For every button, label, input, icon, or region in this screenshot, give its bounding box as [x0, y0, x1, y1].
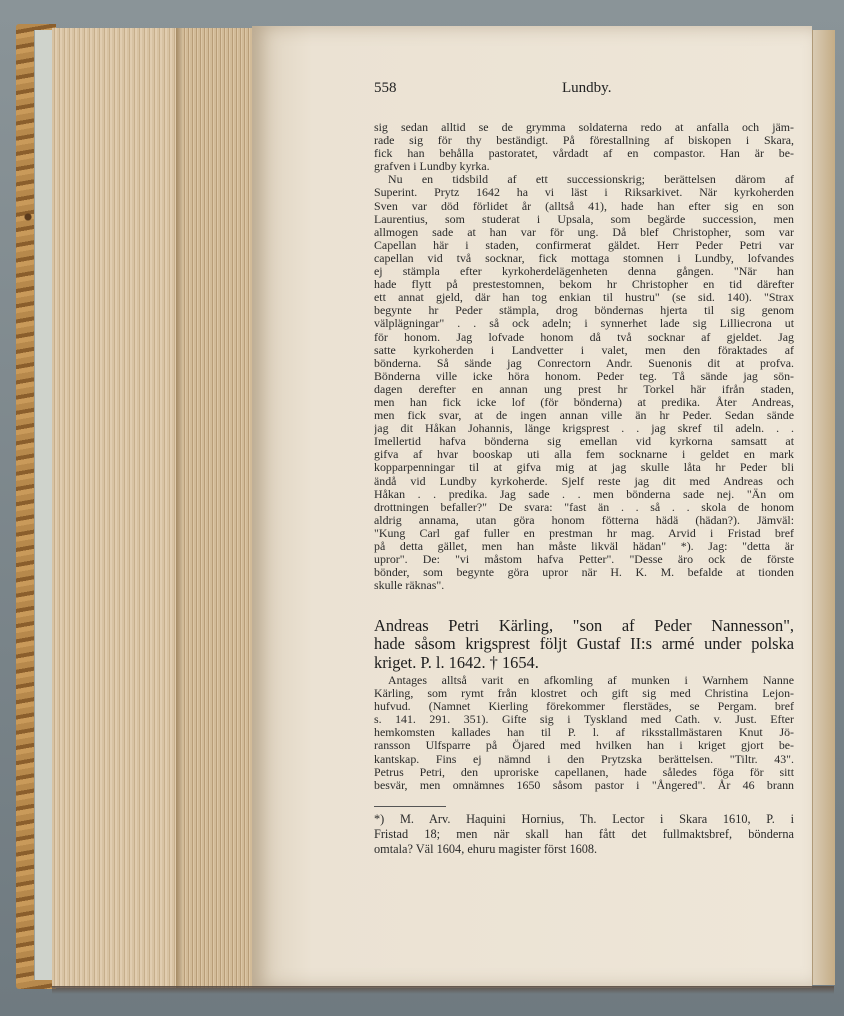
text-line: men han fick icke lof (för bönderna) at predika. Åter Andreas, — [374, 395, 794, 409]
footnote-line: Fristad 18; men när skall han fått det fullmaktsbref, bönderna — [374, 826, 794, 841]
text-line: Kärling, som rymt från klostret och gift sig med Christina Lejon- — [374, 687, 794, 701]
text-line: hemkomsten kallades han til P. l. af riksstallmästaren Knut Jö- — [374, 726, 794, 740]
book-bottom-shadow — [52, 986, 834, 994]
text-line: Sven var död förlidet år (alltså 41), hade han efter sig en son — [374, 199, 794, 213]
text-line: grafven i Lundby kyrka. — [374, 160, 490, 174]
text-line: gifva af hvar booskap uti alla fem socknarne i geldet en mark — [374, 448, 794, 462]
heading-line: kriget. P. l. 1642. † 1654. — [374, 653, 539, 672]
text-line: s. 141. 291. 351). Gifte sig i Tyskland med Cath. v. Just. Efter — [374, 713, 794, 727]
text-line: men fick svar, at de ingen annan ville än hr Peder. Sedan sände — [374, 409, 794, 423]
text-line: Capellan här i staden, confirmerat gäldet. Herr Peder Petri var — [374, 238, 794, 252]
text-line: Antages alltså varit en afkomling af munken i Warnhem Nanne — [388, 674, 794, 687]
text-line: bönder, som begynte göra upror när H. K. M. befalde at tionden — [374, 566, 794, 580]
text-line: drottningen befaller?" De svara: "fast än . . så . . skola de honom — [374, 500, 794, 514]
text-line: ett annat gjeld, där han tog enkian til hustru" (se sid. 140). "Strax — [374, 291, 794, 305]
text-line: Nu en tidsbild af ett successionskrig; berättelsen därom af — [388, 173, 794, 187]
text-line: rade sig för thy beständigt. På förestallning af biskopen i Skara, — [374, 134, 794, 148]
footnote-rule — [374, 806, 446, 807]
text-line: Håkan . . predika. Jag sade . . men bönderna sade nej. "Än om — [374, 487, 794, 501]
heading-line: hade såsom krigsprest följt Gustaf II:s armé under polska — [374, 635, 794, 654]
text-line: Imellertid hafva bönderna sig emellan vid kyrkorna samsatt at — [374, 435, 794, 449]
text-line: capellan vid två socknar, fick mottaga stomnen i Lundby, lofvandes — [374, 251, 794, 265]
text-line: skulle räknas". — [374, 579, 445, 593]
text-line: dagen derefter en annan ung prest hr Torkel här ifrån staden, — [374, 382, 794, 396]
text-line: välplägningar" . . så ock adeln; i synnerhet lade sig Lilliecrona ut — [374, 317, 794, 331]
text-line: allmogen sade at han var för ung. Då blef Christopher, som var — [374, 225, 794, 239]
text-line: begynte hr Peder stämpla, drog böndernas hjerta til sig genom — [374, 304, 794, 318]
text-line: på detta gället, men han måste likväl hädan" *). Jag: "detta är — [374, 540, 794, 553]
text-line: jag dit Håkan Johannis, länge krigsprest . . jag skref til adeln. . . — [374, 422, 794, 436]
text-line: upror". De: "vi måstom hafva Petter". "Desse äro ock de förste — [374, 553, 794, 567]
heading-line: Andreas Petri Kärling, "son af Peder Nannesson", — [374, 617, 794, 635]
right-page-edge — [812, 30, 835, 985]
page-number: 558 — [374, 80, 397, 96]
body-text-bottom — [374, 674, 794, 792]
text-line: "Kung Carl gaf fuller en prestman hr mag. Arvid i Fristad bref — [374, 526, 794, 540]
text-line: kopparpenningar til at gifva mig at jag skulle låta hr Peder bli — [374, 461, 794, 475]
text-line: Petrus Petri, den uproriske capellanen, hade således föga för sitt — [374, 765, 794, 779]
footnote — [374, 812, 794, 856]
left-page-stack — [52, 28, 253, 988]
text-line: besvär, men omnämnes 1650 såsom pastor i "Ångered". År 46 brann — [374, 778, 794, 792]
text-line: hufvud. (Namnet Kierling förekommer flerstädes, se Pergam. bref — [374, 700, 794, 714]
text-line: ransson Ulfsparre på Öjared med hvilken han i kriget gjort be- — [374, 739, 794, 753]
footnote-line: omtala? Väl 1604, ehuru magister först 1608. — [374, 841, 598, 856]
entry-heading — [374, 617, 794, 672]
text-line: för honom. Jag lofvade honom då två socknar af gjeldet. Jag — [374, 330, 794, 344]
text-line: Superint. Prytz 1642 ha vi läst i Riksarkivet. När kyrkoherden — [374, 186, 794, 200]
text-line: fick han behålla pastoratet, vårdadt af en compastor. Han är be- — [374, 147, 794, 161]
page-edges — [182, 28, 252, 988]
text-line: bönderna. Så sände jag Conrectorn Andr. Suenonis dit at profva. — [374, 356, 794, 370]
text-line: hade flytt på prestestomnen, bekom hr Christopher en tid därefter — [374, 278, 794, 292]
text-line: ändå vid Lundby kyrkoherde. Sjelf reste jag dit med Andreas och — [374, 474, 794, 488]
text-line: satte kyrkoherden i Landvetter i valet, men den föraktades af — [374, 343, 794, 357]
body-text-top — [374, 121, 794, 592]
text-line: kantskap. Fins ej nämnd i den Prytzska berättelsen. "Tiltr. 43". — [374, 752, 794, 766]
text-line: Bönderna ville icke höra honom. Peder teg. Tå sände jag sön- — [374, 369, 794, 383]
text-line: ej stämpla efter kyrkoherdelägenheten denna gången. "När han — [374, 265, 794, 279]
text-line: aldrig annama, utan göra honom fötterna hädä (hädan?). Jämväl: — [374, 513, 794, 527]
text-line: Laurentius, som studerat i Upsala, som begärde succession, men — [374, 212, 794, 226]
running-head: Lundby. — [562, 80, 612, 96]
text-line: sig sedan alltid se de grymma soldaterna redo at anfalla och jäm- — [374, 121, 794, 134]
footnote-line: *) M. Arv. Haquini Hornius, Th. Lector i Skara 1610, P. i — [374, 812, 794, 826]
